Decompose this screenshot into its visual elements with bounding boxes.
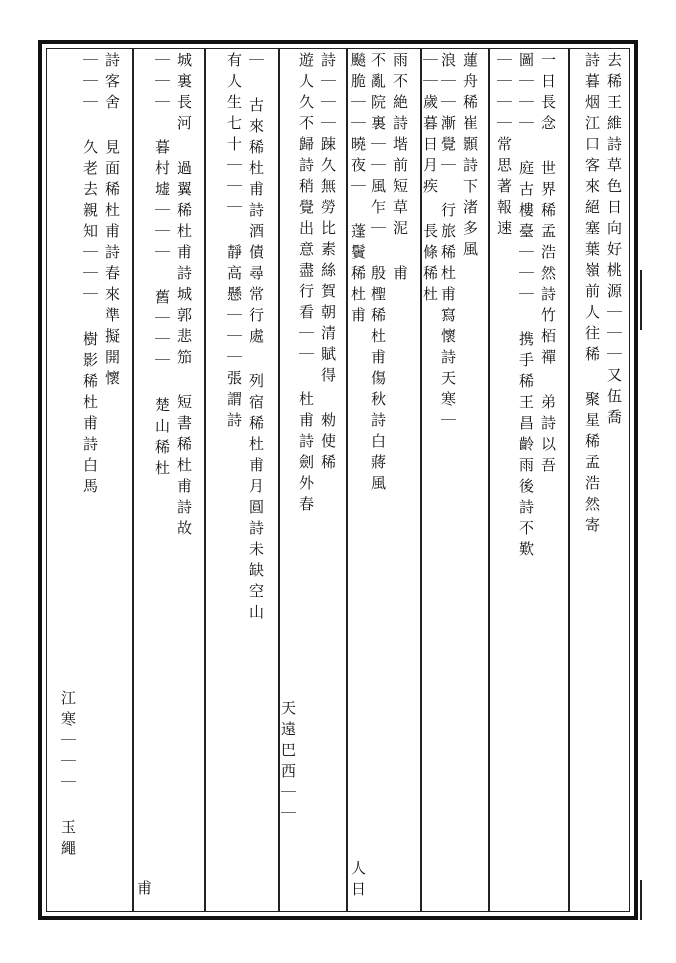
text-column: 去稀王維詩草色日向好桃源｜｜｜又伍喬	[605, 52, 623, 430]
text-column: 浪｜｜漸覺｜ 行旅稀杜甫寫懷詩天寒｜	[439, 52, 457, 433]
text-column: 蓮舟稀崔顥詩下渚多風	[461, 52, 479, 262]
text-column: ｜｜｜ 久老去親知｜｜｜ 樹影稀杜甫詩白馬	[81, 52, 99, 499]
text-column: 人日	[349, 860, 367, 902]
text-column: ｜｜｜ 暮村墟｜｜｜ 舊｜｜｜ 楚山稀杜	[153, 52, 171, 481]
text-column: ｜｜歲暮日月疾 長條稀杜	[421, 52, 439, 307]
column-rule	[346, 49, 348, 911]
text-column: 甫	[135, 880, 153, 901]
text-column: 有人生七十｜｜｜ 靜高懸｜｜｜張謂詩	[225, 52, 243, 433]
text-column: 一日長念 世界稀孟浩然詩竹栢禪 弟詩以吾	[539, 52, 557, 478]
column-rule	[568, 49, 570, 911]
text-column: 天遠巴西｜｜	[279, 700, 297, 826]
text-column: 詩｜｜｜踈久無勞比素絲賀朝清賦得 勑使稀	[319, 52, 337, 475]
text-column: 雨不絶詩堦前短草泥 甫	[391, 52, 409, 286]
text-column: 遊人久不歸詩稍覺出意盡行看｜｜ 杜甫詩劍外春	[297, 52, 315, 517]
page-edge-tab	[640, 270, 658, 330]
text-column: 詩客舍 見面稀杜甫詩春來準擬開懷	[103, 52, 121, 391]
column-rule	[204, 49, 206, 911]
text-column: 不亂院裏｜｜風乍｜ 殷檉稀杜甫傷秋詩白蔣風	[369, 52, 387, 496]
text-column: 城裏長河 過翼稀杜甫詩城郭悲笳 短書稀杜甫詩故	[175, 52, 193, 541]
text-column: 飈脆｜｜曉夜｜ 蓬鬢稀杜甫	[349, 52, 367, 328]
page-edge-tab-lower	[640, 880, 658, 920]
text-column: ｜｜｜｜常思著報速	[495, 52, 513, 241]
text-column: 江寒｜｜｜ 玉繩	[59, 690, 77, 861]
text-column: ｜ 古來稀杜甫詩酒債尋常行處 列宿稀杜甫月圓詩未缺空山	[247, 52, 265, 625]
text-column: 圖｜｜｜ 庭古樓臺｜｜｜ 携手稀王昌齡雨後詩不歎	[517, 52, 535, 562]
column-rule	[132, 49, 134, 911]
text-column: 詩暮烟江口客來絕塞葉嶺前人往稀 聚星稀孟浩然寄	[583, 52, 601, 538]
column-rule	[488, 49, 490, 911]
